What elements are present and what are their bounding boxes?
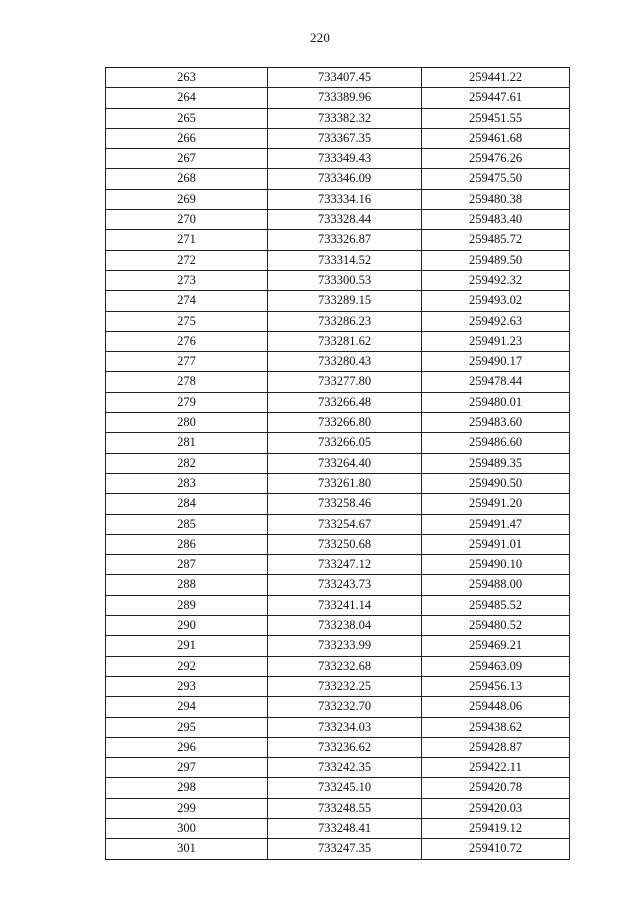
- table-row: [106, 717, 570, 737]
- point-number-cell: 281: [106, 433, 268, 453]
- x-coordinate-cell: 733241.14: [268, 595, 422, 615]
- point-number-cell: 269: [106, 189, 268, 209]
- point-number-cell: 295: [106, 717, 268, 737]
- x-coordinate-cell: 733407.45: [268, 68, 422, 88]
- x-coordinate-cell: 733266.80: [268, 413, 422, 433]
- table-row: [106, 514, 570, 534]
- y-coordinate-cell: 259480.01: [422, 392, 570, 412]
- point-number-cell: 291: [106, 636, 268, 656]
- y-coordinate-cell: 259489.35: [422, 453, 570, 473]
- x-coordinate-cell: 733266.48: [268, 392, 422, 412]
- y-coordinate-cell: 259420.78: [422, 778, 570, 798]
- y-coordinate-cell: 259490.10: [422, 555, 570, 575]
- x-coordinate-cell: 733245.10: [268, 778, 422, 798]
- y-coordinate-cell: 259447.61: [422, 88, 570, 108]
- table-row: [106, 758, 570, 778]
- y-coordinate-cell: 259475.50: [422, 169, 570, 189]
- table-row: [106, 311, 570, 331]
- x-coordinate-cell: 733346.09: [268, 169, 422, 189]
- table-row: [106, 595, 570, 615]
- y-coordinate-cell: 259483.60: [422, 413, 570, 433]
- x-coordinate-cell: 733232.70: [268, 697, 422, 717]
- x-coordinate-cell: 733266.05: [268, 433, 422, 453]
- point-number-cell: 283: [106, 473, 268, 493]
- x-coordinate-cell: 733233.99: [268, 636, 422, 656]
- table-row: [106, 88, 570, 108]
- y-coordinate-cell: 259422.11: [422, 758, 570, 778]
- y-coordinate-cell: 259488.00: [422, 575, 570, 595]
- x-coordinate-cell: 733248.41: [268, 818, 422, 838]
- x-coordinate-cell: 733232.68: [268, 656, 422, 676]
- y-coordinate-cell: 259486.60: [422, 433, 570, 453]
- table-row: [106, 210, 570, 230]
- table-row: [106, 656, 570, 676]
- x-coordinate-cell: 733328.44: [268, 210, 422, 230]
- y-coordinate-cell: 259463.09: [422, 656, 570, 676]
- y-coordinate-cell: 259476.26: [422, 149, 570, 169]
- point-number-cell: 278: [106, 372, 268, 392]
- table-row: [106, 291, 570, 311]
- table-row: [106, 270, 570, 290]
- point-number-cell: 279: [106, 392, 268, 412]
- point-number-cell: 284: [106, 494, 268, 514]
- table-row: [106, 534, 570, 554]
- page-number: 220: [309, 30, 331, 45]
- coordinates-table-body: [106, 68, 570, 860]
- table-row: [106, 230, 570, 250]
- table-row: [106, 555, 570, 575]
- point-number-cell: 282: [106, 453, 268, 473]
- table-row: [106, 453, 570, 473]
- table-row: [106, 413, 570, 433]
- x-coordinate-cell: 733254.67: [268, 514, 422, 534]
- y-coordinate-cell: 259428.87: [422, 737, 570, 757]
- point-number-cell: 280: [106, 413, 268, 433]
- y-coordinate-cell: 259492.32: [422, 270, 570, 290]
- table-row: [106, 473, 570, 493]
- x-coordinate-cell: 733367.35: [268, 128, 422, 148]
- y-coordinate-cell: 259485.52: [422, 595, 570, 615]
- y-coordinate-cell: 259469.21: [422, 636, 570, 656]
- table-row: [106, 778, 570, 798]
- y-coordinate-cell: 259492.63: [422, 311, 570, 331]
- table-row: [106, 616, 570, 636]
- point-number-cell: 265: [106, 108, 268, 128]
- table-row: [106, 697, 570, 717]
- point-number-cell: 290: [106, 616, 268, 636]
- point-number-cell: 267: [106, 149, 268, 169]
- y-coordinate-cell: 259448.06: [422, 697, 570, 717]
- point-number-cell: 287: [106, 555, 268, 575]
- x-coordinate-cell: 733261.80: [268, 473, 422, 493]
- x-coordinate-cell: 733238.04: [268, 616, 422, 636]
- table-row: [106, 392, 570, 412]
- y-coordinate-cell: 259483.40: [422, 210, 570, 230]
- table-row: [106, 575, 570, 595]
- point-number-cell: 296: [106, 737, 268, 757]
- point-number-cell: 273: [106, 270, 268, 290]
- y-coordinate-cell: 259491.23: [422, 331, 570, 351]
- table-row: [106, 149, 570, 169]
- x-coordinate-cell: 733277.80: [268, 372, 422, 392]
- table-row: [106, 108, 570, 128]
- x-coordinate-cell: 733314.52: [268, 250, 422, 270]
- table-row: [106, 128, 570, 148]
- y-coordinate-cell: 259461.68: [422, 128, 570, 148]
- table-row: [106, 818, 570, 838]
- y-coordinate-cell: 259420.03: [422, 798, 570, 818]
- x-coordinate-cell: 733232.25: [268, 676, 422, 696]
- y-coordinate-cell: 259493.02: [422, 291, 570, 311]
- x-coordinate-cell: 733242.35: [268, 758, 422, 778]
- table-row: [106, 839, 570, 859]
- point-number-cell: 298: [106, 778, 268, 798]
- y-coordinate-cell: 259490.50: [422, 473, 570, 493]
- y-coordinate-cell: 259489.50: [422, 250, 570, 270]
- table-row: [106, 494, 570, 514]
- table-row: [106, 676, 570, 696]
- table-row: [106, 372, 570, 392]
- point-number-cell: 268: [106, 169, 268, 189]
- y-coordinate-cell: 259491.01: [422, 534, 570, 554]
- point-number-cell: 270: [106, 210, 268, 230]
- x-coordinate-cell: 733280.43: [268, 352, 422, 372]
- table-row: [106, 250, 570, 270]
- point-number-cell: 275: [106, 311, 268, 331]
- y-coordinate-cell: 259441.22: [422, 68, 570, 88]
- table-row: [106, 331, 570, 351]
- point-number-cell: 294: [106, 697, 268, 717]
- y-coordinate-cell: 259438.62: [422, 717, 570, 737]
- x-coordinate-cell: 733334.16: [268, 189, 422, 209]
- table-row: [106, 169, 570, 189]
- x-coordinate-cell: 733247.35: [268, 839, 422, 859]
- point-number-cell: 299: [106, 798, 268, 818]
- point-number-cell: 266: [106, 128, 268, 148]
- point-number-cell: 264: [106, 88, 268, 108]
- x-coordinate-cell: 733250.68: [268, 534, 422, 554]
- point-number-cell: 285: [106, 514, 268, 534]
- y-coordinate-cell: 259478.44: [422, 372, 570, 392]
- table-row: [106, 352, 570, 372]
- x-coordinate-cell: 733243.73: [268, 575, 422, 595]
- table-row: [106, 798, 570, 818]
- point-number-cell: 288: [106, 575, 268, 595]
- point-number-cell: 293: [106, 676, 268, 696]
- x-coordinate-cell: 733300.53: [268, 270, 422, 290]
- x-coordinate-cell: 733286.23: [268, 311, 422, 331]
- y-coordinate-cell: 259491.47: [422, 514, 570, 534]
- point-number-cell: 289: [106, 595, 268, 615]
- coordinates-table: [105, 67, 570, 860]
- y-coordinate-cell: 259480.52: [422, 616, 570, 636]
- point-number-cell: 301: [106, 839, 268, 859]
- x-coordinate-cell: 733236.62: [268, 737, 422, 757]
- point-number-cell: 274: [106, 291, 268, 311]
- x-coordinate-cell: 733234.03: [268, 717, 422, 737]
- x-coordinate-cell: 733258.46: [268, 494, 422, 514]
- y-coordinate-cell: 259410.72: [422, 839, 570, 859]
- table-row: [106, 68, 570, 88]
- table-row: [106, 189, 570, 209]
- y-coordinate-cell: 259456.13: [422, 676, 570, 696]
- y-coordinate-cell: 259490.17: [422, 352, 570, 372]
- y-coordinate-cell: 259419.12: [422, 818, 570, 838]
- y-coordinate-cell: 259480.38: [422, 189, 570, 209]
- point-number-cell: 271: [106, 230, 268, 250]
- x-coordinate-cell: 733389.96: [268, 88, 422, 108]
- point-number-cell: 277: [106, 352, 268, 372]
- point-number-cell: 297: [106, 758, 268, 778]
- x-coordinate-cell: 733382.32: [268, 108, 422, 128]
- x-coordinate-cell: 733264.40: [268, 453, 422, 473]
- x-coordinate-cell: 733247.12: [268, 555, 422, 575]
- x-coordinate-cell: 733289.15: [268, 291, 422, 311]
- point-number-cell: 300: [106, 818, 268, 838]
- point-number-cell: 263: [106, 68, 268, 88]
- table-row: [106, 433, 570, 453]
- x-coordinate-cell: 733326.87: [268, 230, 422, 250]
- point-number-cell: 272: [106, 250, 268, 270]
- table-row: [106, 737, 570, 757]
- point-number-cell: 286: [106, 534, 268, 554]
- table-row: [106, 636, 570, 656]
- y-coordinate-cell: 259451.55: [422, 108, 570, 128]
- x-coordinate-cell: 733281.62: [268, 331, 422, 351]
- point-number-cell: 292: [106, 656, 268, 676]
- x-coordinate-cell: 733349.43: [268, 149, 422, 169]
- point-number-cell: 276: [106, 331, 268, 351]
- y-coordinate-cell: 259491.20: [422, 494, 570, 514]
- x-coordinate-cell: 733248.55: [268, 798, 422, 818]
- y-coordinate-cell: 259485.72: [422, 230, 570, 250]
